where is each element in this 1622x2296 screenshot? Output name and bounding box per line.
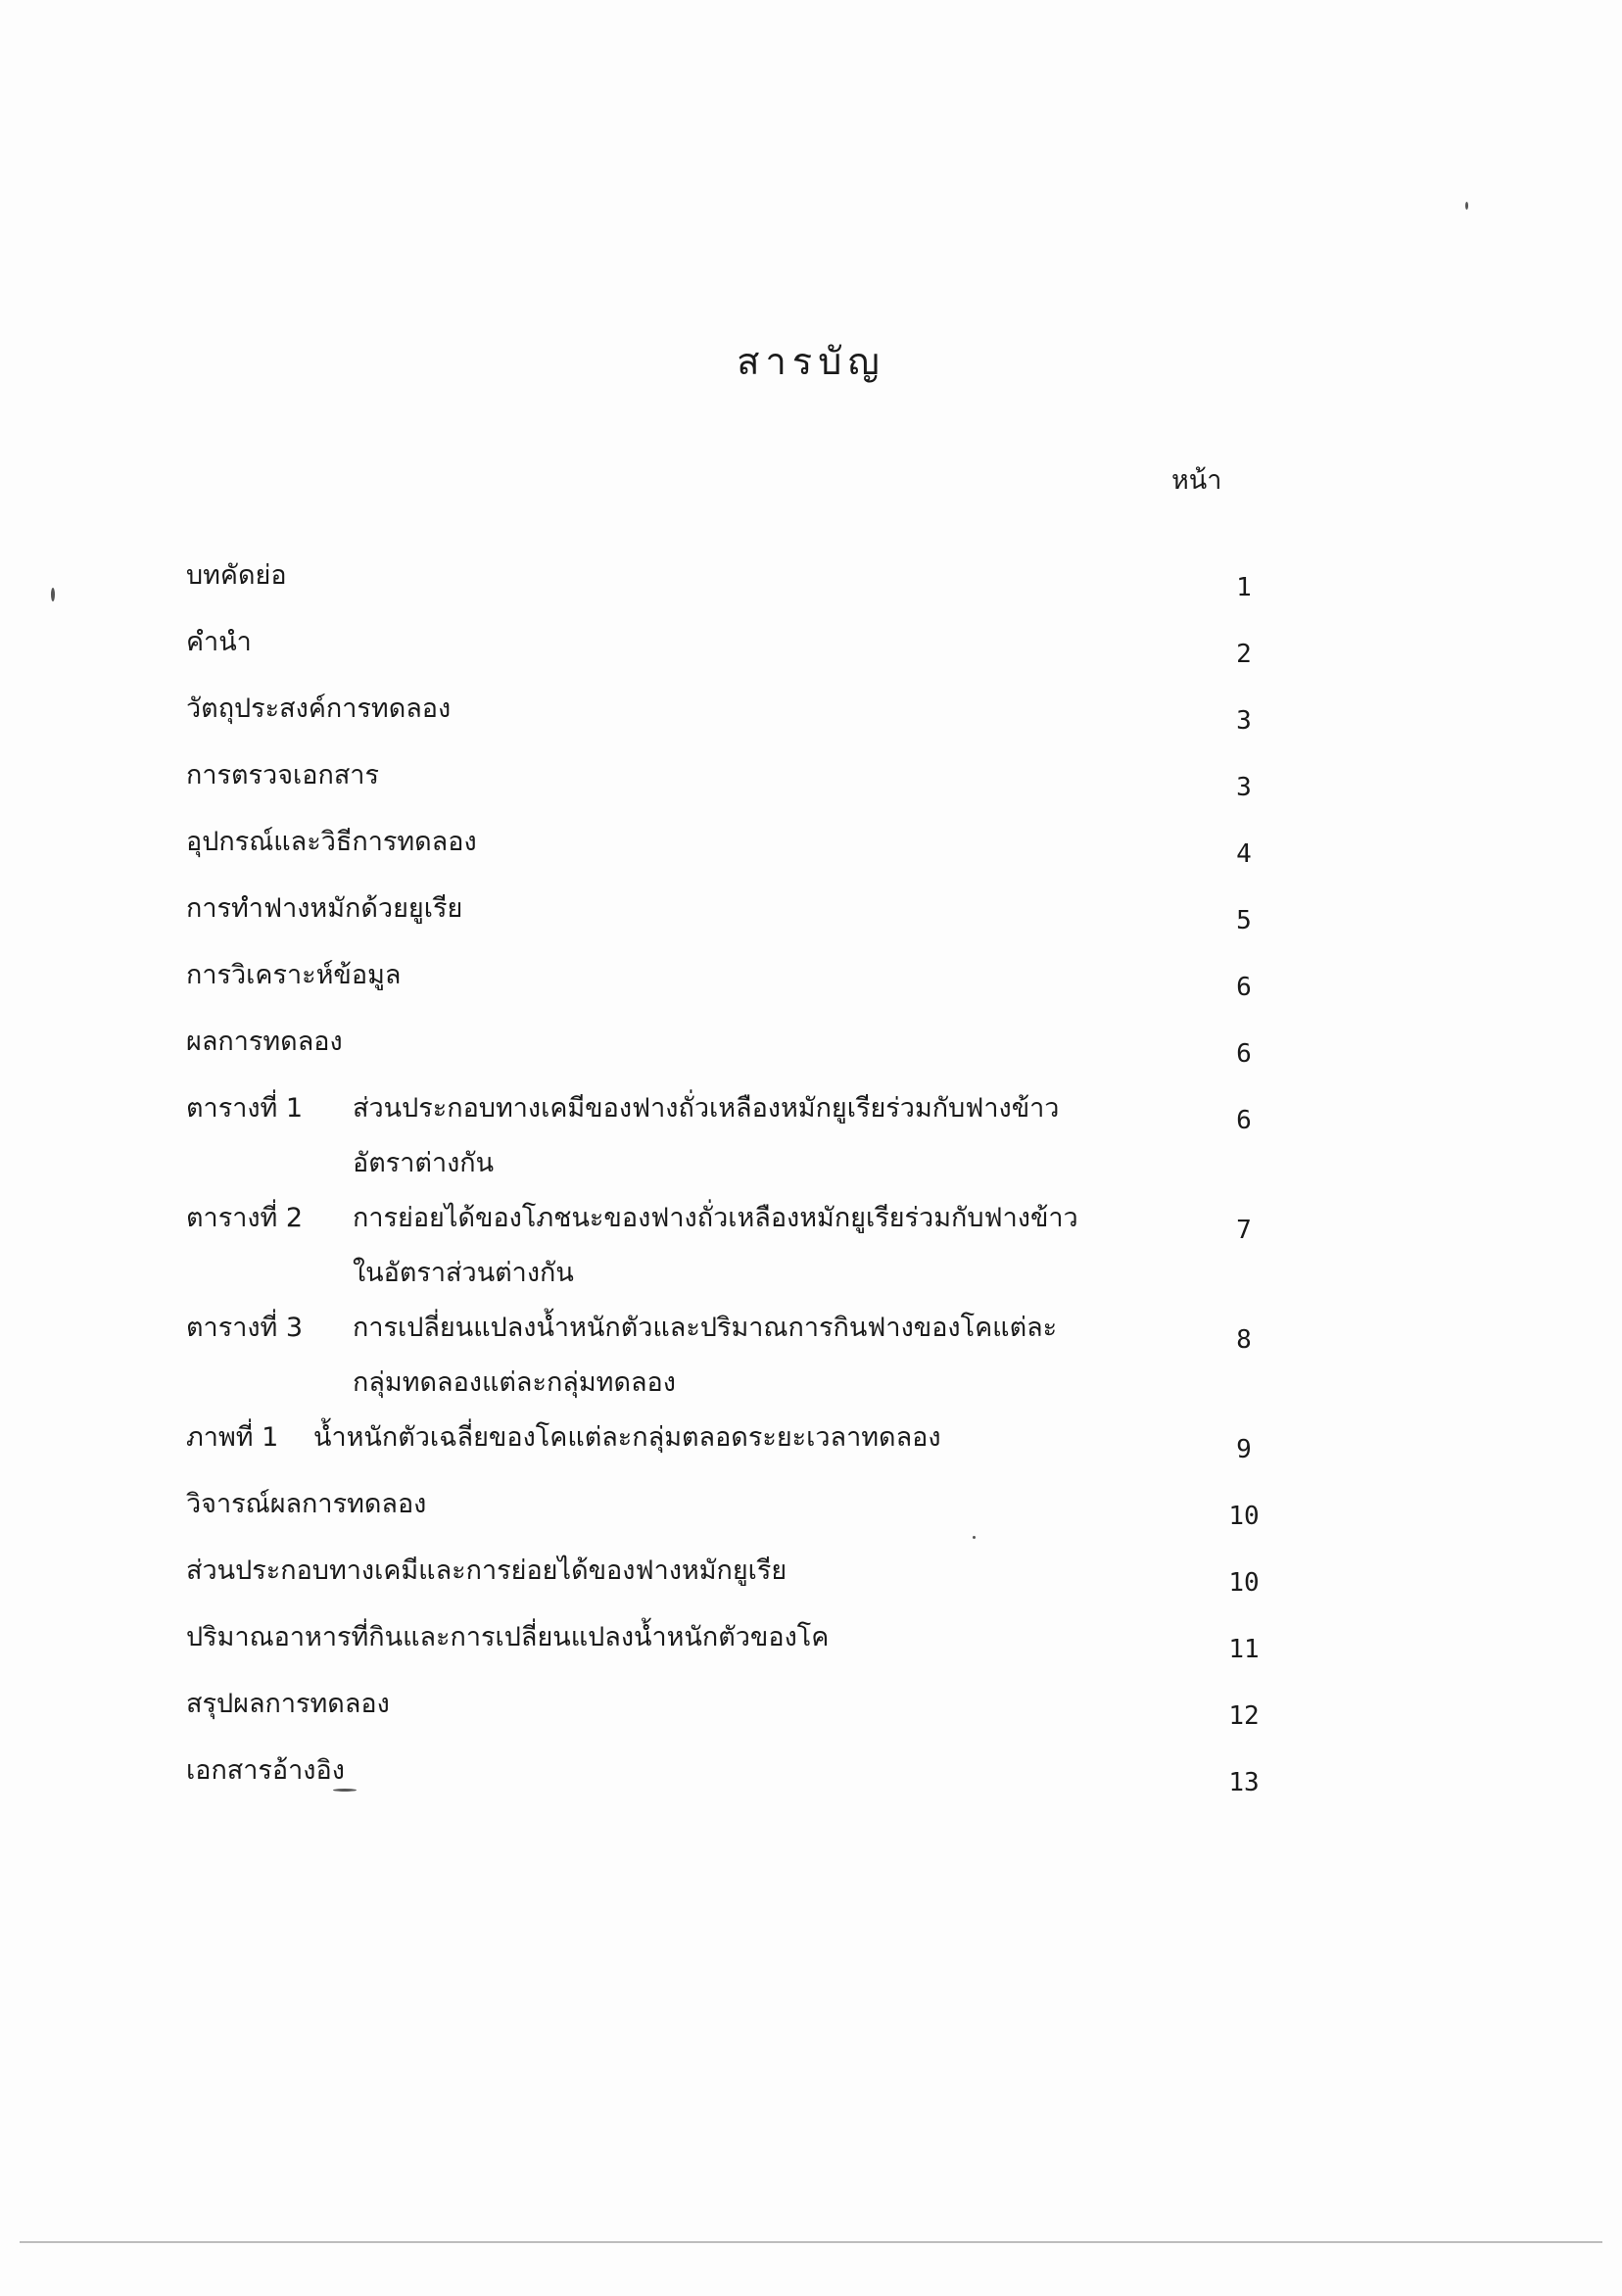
toc-entry bbox=[186, 748, 1273, 815]
toc-entry-title-line: สรุปผลการทดลอง bbox=[186, 1689, 390, 1719]
toc-entry bbox=[186, 1610, 1273, 1677]
toc-entry bbox=[186, 815, 1273, 882]
toc-page-number: 6 bbox=[1236, 1039, 1252, 1069]
toc-entry-title bbox=[186, 1610, 1215, 1665]
toc-entry-title bbox=[353, 1191, 1215, 1301]
toc-entry-title-line: ส่วนประกอบทางเคมีของฟางถั่วเหลืองหมักยูเรียร่วมกับฟางข้าว bbox=[353, 1093, 1060, 1124]
toc-entry-title-line: การย่อยได้ของโภชนะของฟางถั่วเหลืองหมักยูเรียร่วมกับฟางข้าว bbox=[353, 1203, 1078, 1233]
toc-entry-title-line: น้ำหนักตัวเฉลี่ยของโคแต่ละกลุ่มตลอดระยะเวลาทดลอง bbox=[313, 1422, 941, 1453]
toc-entry-title-line: การวิเคราะห์ข้อมูล bbox=[186, 960, 402, 990]
toc-page-number: 8 bbox=[1236, 1325, 1252, 1355]
toc-entry-title bbox=[186, 882, 1215, 936]
toc-entry-title-line: อุปกรณ์และวิธีการทดลอง bbox=[186, 827, 477, 857]
toc-entry-title-line: ปริมาณอาหารที่กินและการเปลี่ยนแปลงน้ำหนักตัวของโค bbox=[186, 1622, 830, 1652]
toc-entry-title bbox=[186, 748, 1215, 803]
toc-page-number: 5 bbox=[1236, 906, 1252, 935]
toc-entry-title-line: การทำฟางหมักด้วยยูเรีย bbox=[186, 893, 463, 924]
toc-entry bbox=[186, 1191, 1273, 1301]
scan-speck bbox=[1465, 202, 1468, 210]
toc-entry-title-line: การเปลี่ยนแปลงน้ำหนักตัวและปริมาณการกินฟางของโคแต่ละ bbox=[353, 1313, 1058, 1343]
toc-entry-title-line: เอกสารอ้างอิง bbox=[186, 1755, 345, 1786]
table-of-contents bbox=[186, 549, 1273, 1810]
toc-page-number: 1 bbox=[1236, 573, 1252, 602]
toc-page-number: 2 bbox=[1236, 640, 1252, 669]
toc-entry bbox=[186, 1477, 1273, 1544]
toc-page-number: 3 bbox=[1236, 773, 1252, 802]
toc-entry-title-line: ส่วนประกอบทางเคมีและการย่อยได้ของฟางหมักยูเรีย bbox=[186, 1555, 787, 1586]
toc-entry bbox=[186, 1544, 1273, 1610]
toc-entry-text bbox=[186, 748, 1215, 803]
table-label: ตารางที่ 3 bbox=[186, 1313, 304, 1343]
toc-entry-title bbox=[186, 615, 1215, 670]
toc-page-number: 9 bbox=[1236, 1435, 1252, 1464]
toc-entry-text bbox=[186, 948, 1215, 1003]
toc-entry-text bbox=[186, 1477, 1215, 1532]
toc-entry-text bbox=[186, 1301, 1215, 1411]
page-column-header: หน้า bbox=[1171, 465, 1222, 496]
toc-entry-title-line: ผลการทดลอง bbox=[186, 1027, 343, 1057]
toc-page-number: 6 bbox=[1236, 1106, 1252, 1135]
toc-entry bbox=[186, 1081, 1273, 1191]
toc-entry-title bbox=[313, 1411, 1215, 1465]
toc-entry-title bbox=[353, 1081, 1215, 1191]
toc-entry-text bbox=[186, 682, 1215, 737]
toc-entry-text bbox=[186, 1191, 1215, 1301]
toc-entry-title-line: วิจารณ์ผลการทดลอง bbox=[186, 1489, 427, 1519]
toc-entry-title-line: บทคัดย่อ bbox=[186, 560, 287, 591]
toc-entry-title-line: คำนำ bbox=[186, 627, 252, 657]
toc-entry bbox=[186, 1744, 1273, 1810]
scan-edge-line bbox=[20, 2241, 1602, 2243]
toc-page-number: 11 bbox=[1228, 1635, 1260, 1664]
toc-page-number: 12 bbox=[1228, 1701, 1260, 1731]
toc-entry-title-line: การตรวจเอกสาร bbox=[186, 760, 379, 790]
toc-page-number: 4 bbox=[1236, 839, 1252, 869]
toc-entry bbox=[186, 1015, 1273, 1081]
toc-entry bbox=[186, 1411, 1273, 1477]
toc-entry-text bbox=[186, 1677, 1215, 1732]
toc-entry bbox=[186, 615, 1273, 682]
toc-entry-text bbox=[186, 549, 1215, 603]
table-label: ตารางที่ 1 bbox=[186, 1093, 304, 1124]
toc-entry-title bbox=[186, 549, 1215, 603]
toc-entry-title bbox=[353, 1301, 1215, 1411]
figure-label: ภาพที่ 1 bbox=[186, 1422, 279, 1453]
toc-entry-text bbox=[186, 615, 1215, 670]
toc-entry-text bbox=[186, 1081, 1215, 1191]
toc-page-number: 13 bbox=[1228, 1768, 1260, 1797]
toc-entry-title bbox=[186, 815, 1215, 870]
toc-entry-title bbox=[186, 1015, 1215, 1070]
toc-entry-text bbox=[186, 1015, 1215, 1070]
toc-entry-title bbox=[186, 1677, 1215, 1732]
toc-page-number: 6 bbox=[1236, 973, 1252, 1002]
scan-speck bbox=[333, 1789, 357, 1792]
toc-page-number: 10 bbox=[1228, 1568, 1260, 1598]
table-label: ตารางที่ 2 bbox=[186, 1203, 304, 1233]
toc-entry-title-line: ในอัตราส่วนต่างกัน bbox=[353, 1258, 574, 1288]
toc-entry-text bbox=[186, 1610, 1215, 1665]
toc-entry-text bbox=[186, 1544, 1215, 1599]
scan-speck bbox=[51, 588, 55, 601]
toc-entry-title-line: วัตถุประสงค์การทดลอง bbox=[186, 694, 452, 724]
toc-entry-title bbox=[186, 1477, 1215, 1532]
toc-page-number: 10 bbox=[1228, 1502, 1260, 1531]
scan-speck bbox=[973, 1536, 976, 1539]
toc-entry-title bbox=[186, 1544, 1215, 1599]
toc-entry-text bbox=[186, 815, 1215, 870]
toc-entry-title bbox=[186, 948, 1215, 1003]
toc-page-number: 7 bbox=[1236, 1216, 1252, 1245]
toc-entry-title-line: กลุ่มทดลองแต่ละกลุ่มทดลอง bbox=[353, 1367, 676, 1398]
toc-entry bbox=[186, 549, 1273, 615]
toc-entry bbox=[186, 1677, 1273, 1744]
toc-entry bbox=[186, 948, 1273, 1015]
toc-entry-text bbox=[186, 882, 1215, 936]
toc-page-number: 3 bbox=[1236, 706, 1252, 736]
toc-entry bbox=[186, 682, 1273, 748]
toc-entry-title bbox=[186, 682, 1215, 737]
page-title: สารบัญ bbox=[737, 340, 885, 383]
toc-entry-text bbox=[186, 1411, 1215, 1465]
toc-entry-title-line: อัตราต่างกัน bbox=[353, 1148, 495, 1178]
toc-entry bbox=[186, 1301, 1273, 1411]
toc-entry bbox=[186, 882, 1273, 948]
